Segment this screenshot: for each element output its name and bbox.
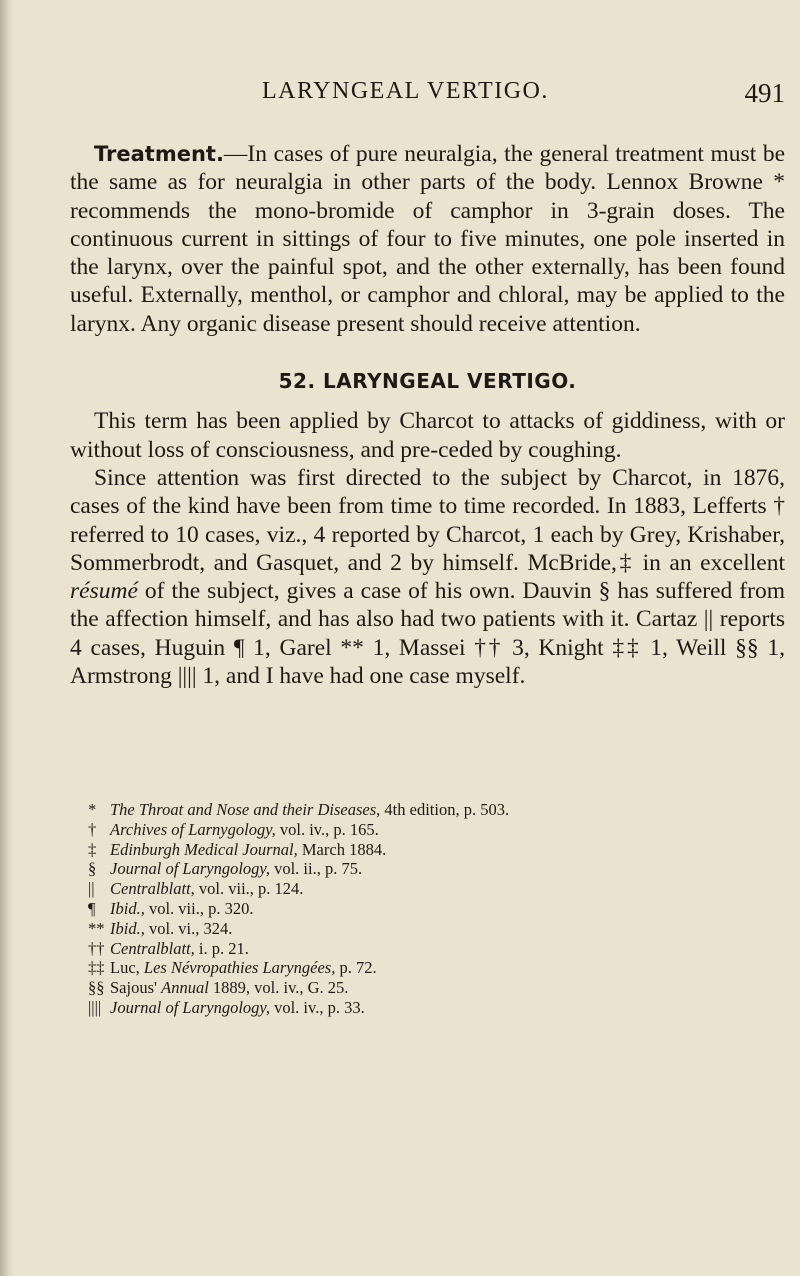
footnote-mark: ‡‡ bbox=[88, 958, 105, 978]
footnote-mark: ‡ bbox=[88, 839, 97, 859]
footnote-title: The Throat and Nose and their Diseases, bbox=[110, 800, 381, 819]
paragraph-2-italic-term: résumé bbox=[70, 578, 138, 605]
footnote bbox=[88, 939, 708, 959]
footnote-title: Archives of Larnygology, bbox=[110, 819, 276, 839]
running-head bbox=[70, 78, 785, 112]
page-edge-shadow bbox=[0, 0, 14, 1276]
footnote bbox=[88, 998, 708, 1018]
footnotes bbox=[88, 800, 708, 1018]
footnote-title: Les Névropathies Laryngées, bbox=[143, 958, 336, 978]
footnote-title: Journal of Laryngology, bbox=[110, 859, 270, 879]
footnote-mark: †† bbox=[88, 938, 105, 958]
footnote bbox=[88, 840, 708, 860]
footnote-mark: § bbox=[88, 859, 97, 879]
footnote bbox=[88, 958, 708, 978]
footnote-text: i. p. 21. bbox=[194, 938, 249, 958]
footnote-mark: ** bbox=[88, 918, 105, 938]
footnote-title: Annual bbox=[161, 978, 209, 998]
footnote-text: vol. vi., 324. bbox=[144, 918, 233, 938]
footnote-mark: |||| bbox=[88, 997, 102, 1017]
footnote-title: Centralblatt, bbox=[110, 879, 195, 899]
footnote bbox=[88, 919, 708, 939]
footnote-title: Journal of Laryngology, bbox=[110, 997, 270, 1017]
footnote-text: March 1884. bbox=[297, 839, 387, 859]
footnote-text: vol. vii., p. 124. bbox=[194, 879, 304, 899]
footnote bbox=[88, 820, 708, 840]
footnote-mark: || bbox=[88, 879, 95, 899]
section-paragraph-2 bbox=[70, 464, 785, 690]
treatment-paragraph bbox=[70, 140, 785, 338]
footnote-text: vol. iv., p. 165. bbox=[275, 819, 379, 839]
treatment-lead: Treatment. bbox=[94, 142, 224, 166]
footnote-mark: * bbox=[88, 800, 97, 819]
body-text bbox=[70, 140, 785, 690]
section-paragraph-1: This term has been applied by Charcot to attacks of giddiness, with or without loss of consciousness, and pre-ceded by coughing. bbox=[70, 408, 785, 463]
footnote-text: p. 72. bbox=[335, 958, 377, 978]
footnote bbox=[88, 978, 708, 998]
footnote-text: 1889, vol. iv., G. 25. bbox=[208, 978, 349, 998]
running-title: LARYNGEAL VERTIGO. bbox=[262, 78, 549, 104]
footnote-title: Ibid., bbox=[110, 918, 145, 938]
footnote-text: vol. ii., p. 75. bbox=[269, 859, 363, 879]
paragraph-2-text-before: Since attention was first directed to the subject by Charcot, in 1876, cases of the kind have been from time to time recorded. In 1883, Lefferts † referred to 10 cases, viz., 4 reported by Charcot, 1 each by Grey, Krishaber, Sommerbrodt, and Gasquet, and 2 by himself. McBride,‡ in an excellent bbox=[70, 464, 785, 576]
section-heading: 52. LARYNGEAL VERTIGO. bbox=[278, 369, 577, 394]
paragraph-2-text-after: of the subject, gives a case of his own. Dauvin § has suffered from the affection himself, and has also had two patients with it. Cartaz || reports 4 cases, Huguin ¶ 1, Garel ** 1, Massei †† 3, Knight ‡‡ 1, Weill §§ 1, Armstrong |||| 1, and I have had one case myself. bbox=[70, 578, 785, 690]
treatment-text: —In cases of pure neuralgia, the general treatment must be the same as for neuralgia in other parts of the body. Lennox Browne * recommends the mono-bromide of camphor in 3-grain doses. The continuous current in sittings of four to five minutes, one pole inserted in the larynx, over the painful spot, and the other externally, has been found useful. Externally, menthol, or camphor and chloral, may be applied to the larynx. Any organic disease present should receive attention. bbox=[70, 141, 785, 337]
footnote-title: Edinburgh Medical Journal, bbox=[110, 839, 298, 859]
footnote-title: Centralblatt, bbox=[110, 938, 195, 958]
footnote-text: vol. iv., p. 33. bbox=[269, 997, 365, 1017]
footnote-title: Ibid., bbox=[110, 898, 145, 918]
footnote-text: 4th edition, p. 503. bbox=[380, 800, 510, 819]
footnote bbox=[88, 800, 708, 820]
page-number: 491 bbox=[744, 78, 785, 108]
footnote-author: Luc, bbox=[110, 958, 144, 978]
footnote-text: vol. vii., p. 320. bbox=[144, 898, 254, 918]
footnote-mark: † bbox=[88, 819, 97, 839]
footnote-mark: ¶ bbox=[88, 898, 96, 918]
footnote bbox=[88, 899, 708, 919]
footnote bbox=[88, 879, 708, 899]
footnote-author: Sajous' bbox=[110, 978, 162, 998]
footnote-mark: §§ bbox=[88, 978, 105, 998]
footnote bbox=[88, 859, 708, 879]
